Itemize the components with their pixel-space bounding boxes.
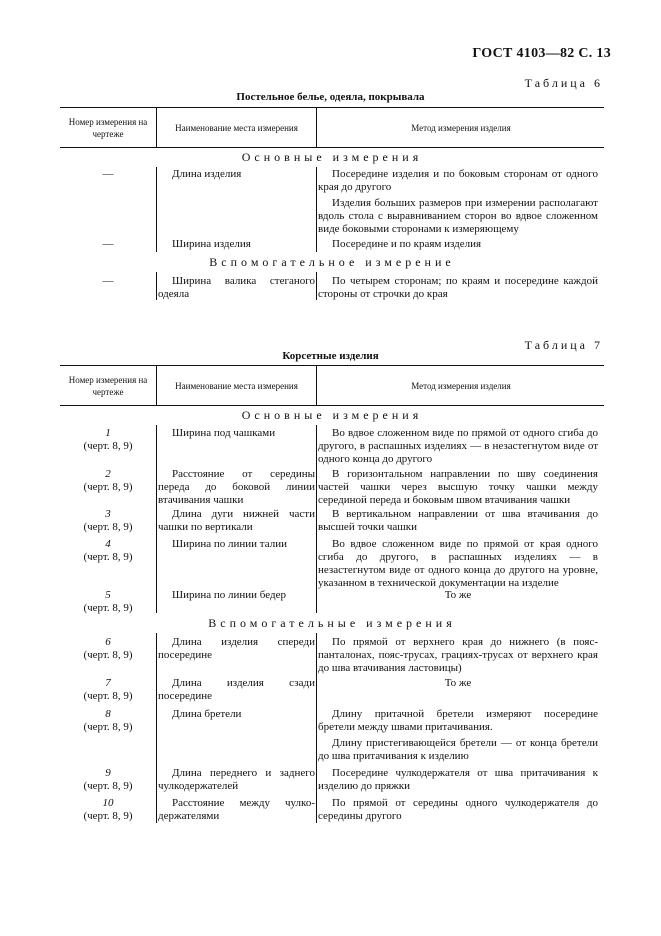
table6-col-method: Метод измерения изделия bbox=[411, 123, 511, 133]
table7-col-name: Наименование места измерения bbox=[175, 381, 298, 391]
table7-row-method: Длину притачной бретели измеряют посередине бретели между швами притачивания. bbox=[318, 708, 598, 733]
table7-row-method: То же bbox=[444, 677, 472, 689]
table7-row-method: В горизонтальном направлении по шву соединения частей чашки через высшую точку чашки между серединой переда и боковым швом втачивания чашки bbox=[318, 468, 598, 506]
table6-row-number: — bbox=[102, 168, 114, 180]
table7-col-number: Номер измерения на чертеже bbox=[68, 375, 148, 397]
table7-divider bbox=[156, 425, 157, 613]
table7-row-number: 4 (черт. 8, 9) bbox=[83, 538, 133, 563]
table6-label: Таблица 6 bbox=[524, 76, 603, 90]
table7-header-rule bbox=[60, 405, 604, 406]
table7-divider bbox=[156, 633, 157, 823]
table6-divider bbox=[156, 272, 157, 300]
table6-row-name: Ширина валика стеганого одеяла bbox=[158, 275, 315, 300]
table6-row-number: — bbox=[102, 238, 114, 250]
table6-caption: Постельное белье, одеяла, покрывала bbox=[236, 91, 425, 103]
table7-row-number: 2 (черт. 8, 9) bbox=[83, 468, 133, 493]
table7-row-number: 10 (черт. 8, 9) bbox=[83, 797, 133, 822]
table6-col-number: Номер измерения на чертеже bbox=[68, 117, 148, 139]
table7-row-method: По прямой от верхнего края до нижнего (в пояс-панталонах, пояс-трусах, грациях-трусах от верхнего края до шва втачивания ластовицы) bbox=[318, 636, 598, 674]
table7-caption: Корсетные изделия bbox=[282, 350, 379, 362]
table7-row-name: Длина переднего и заднего чулкодержателей bbox=[158, 767, 315, 792]
table7-row-method: По прямой от середины одного чулкодержателя до середины другого bbox=[318, 797, 598, 822]
table7-row-name: Расстояние между чулко-держателями bbox=[158, 797, 315, 822]
table6-col-name: Наименование места измерения bbox=[175, 123, 298, 133]
table7-row-number: 7 (черт. 8, 9) bbox=[83, 677, 133, 702]
table7-row-number: 3 (черт. 8, 9) bbox=[83, 508, 133, 533]
table7-row-name: Ширина под чашками bbox=[172, 427, 276, 439]
table6-divider bbox=[316, 272, 317, 300]
table6-divider bbox=[316, 167, 317, 252]
table7-divider bbox=[156, 365, 157, 405]
table6-divider bbox=[156, 107, 157, 147]
table7-row-number: 6 (черт. 8, 9) bbox=[83, 636, 133, 661]
table6-section-aux: Вспомогательное измерение bbox=[209, 255, 455, 269]
table6-row-number: — bbox=[102, 275, 114, 287]
table6-divider bbox=[316, 107, 317, 147]
table6-divider bbox=[156, 167, 157, 252]
table7-section-main: Основные измерения bbox=[241, 408, 423, 422]
table7-row-name: Длина изделия спереди посередине bbox=[158, 636, 315, 661]
table7-row-method: То же bbox=[444, 589, 472, 601]
table6-section-main: Основные измерения bbox=[241, 150, 423, 164]
table6-top-rule bbox=[60, 107, 604, 108]
table7-row-method: Посередине чулкодержателя от шва притачивания к изделию до пряжки bbox=[318, 767, 598, 792]
table6-header-rule bbox=[60, 147, 604, 148]
table7-row-number: 5 (черт. 8, 9) bbox=[83, 589, 133, 614]
table7-divider bbox=[316, 633, 317, 823]
table7-row-method: Во вдвое сложенном виде по прямой от одного сгиба до другого, в распашных изделиях — в незастегнутом виде от одного конца до другого bbox=[318, 427, 598, 465]
table7-row-method: В вертикальном направлении от шва втачивания до высшей точки чашки bbox=[318, 508, 598, 533]
table7-row-number: 1 (черт. 8, 9) bbox=[83, 427, 133, 452]
table7-row-name: Длина изделия сзади посередине bbox=[158, 677, 315, 702]
table7-row-number: 8 (черт. 8, 9) bbox=[83, 708, 133, 733]
table6-row-name: Ширина изделия bbox=[172, 238, 251, 250]
table6-row-method: Изделия больших размеров при измерении располагают вдоль стола с выравниванием сторон во вдвое сложенном виде боковыми сторонами к измеряющему bbox=[318, 197, 598, 235]
table7-divider bbox=[316, 365, 317, 405]
table7-section-aux: Вспомогательные измерения bbox=[208, 616, 456, 630]
table6-row-name: Длина изделия bbox=[172, 168, 242, 180]
table6-row-method: По четырем сторонам; по краям и посередине каждой стороны от строчки до края bbox=[318, 275, 598, 300]
table7-divider bbox=[316, 425, 317, 613]
table6-row-method: Посередине и по краям изделия bbox=[332, 238, 482, 250]
table7-row-name: Длина бретели bbox=[172, 708, 242, 720]
table7-row-name: Длина дуги нижней части чашки по вертикали bbox=[158, 508, 315, 533]
table7-row-method: Во вдвое сложенном виде по прямой от края одного сгиба до другого, в распашных изделиях — в незастегнутом виде от одного конца до другого на уровне, указанном в технической документации на изделие bbox=[318, 538, 598, 589]
table7-col-method: Метод измерения изделия bbox=[411, 381, 511, 391]
table7-top-rule bbox=[60, 365, 604, 366]
table7-row-number: 9 (черт. 8, 9) bbox=[83, 767, 133, 792]
table7-row-name: Расстояние от середины переда до боковой линии втачивания чашки bbox=[158, 468, 315, 506]
page-header: ГОСТ 4103—82 С. 13 bbox=[472, 46, 611, 61]
table7-row-name: Ширина по линии талии bbox=[172, 538, 287, 550]
table6-row-method: Посередине изделия и по боковым сторонам от одного края до другого bbox=[318, 168, 598, 193]
table7-row-method: Длину пристегивающейся бретели — от конца бретели до шва притачивания к изделию bbox=[318, 737, 598, 762]
table7-label: Таблица 7 bbox=[524, 338, 603, 352]
table7-row-name: Ширина по линии бедер bbox=[172, 589, 286, 601]
